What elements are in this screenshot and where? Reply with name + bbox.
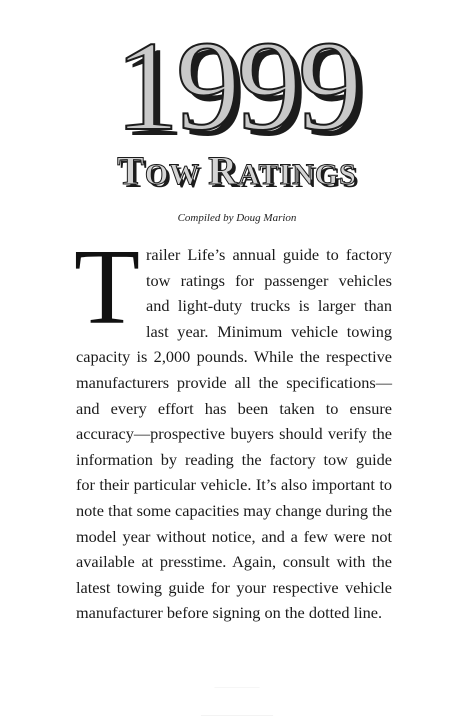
byline: Compiled by Doug Marion: [177, 212, 297, 224]
article-body: [74, 228, 393, 626]
faint-page-footer: ————————: [201, 710, 273, 720]
title-ratings-initial: R: [208, 148, 239, 193]
title-tow-initial: T: [117, 148, 145, 193]
article-text: railer Life’s annual guide to factory tow ratings for passenger vehicles and light-duty trucks is larger than last year. Minimum vehicle towing capacity is 2,000 pounds. While the respective manufacturers provide all the specifications—and every effort has been taken to ensure accuracy—prospective buyers should verify the information by reading the factory tow guide for their particular vehicle. It’s also important to note that some capacities may change during the model year without notice, and a few were not available at presstime. Again, consult with the latest towing guide for your respective vehicle manufacturer before signing on the dotted line.: [76, 245, 393, 623]
title-year: 1999: [115, 15, 359, 157]
drop-cap: T: [74, 228, 140, 347]
title-ratings-rest: ATINGS: [238, 158, 357, 191]
title-tow-ratings: [0, 146, 474, 205]
faint-footer-mark: —————: [214, 682, 260, 692]
title-tow-rest: OW: [144, 158, 209, 191]
